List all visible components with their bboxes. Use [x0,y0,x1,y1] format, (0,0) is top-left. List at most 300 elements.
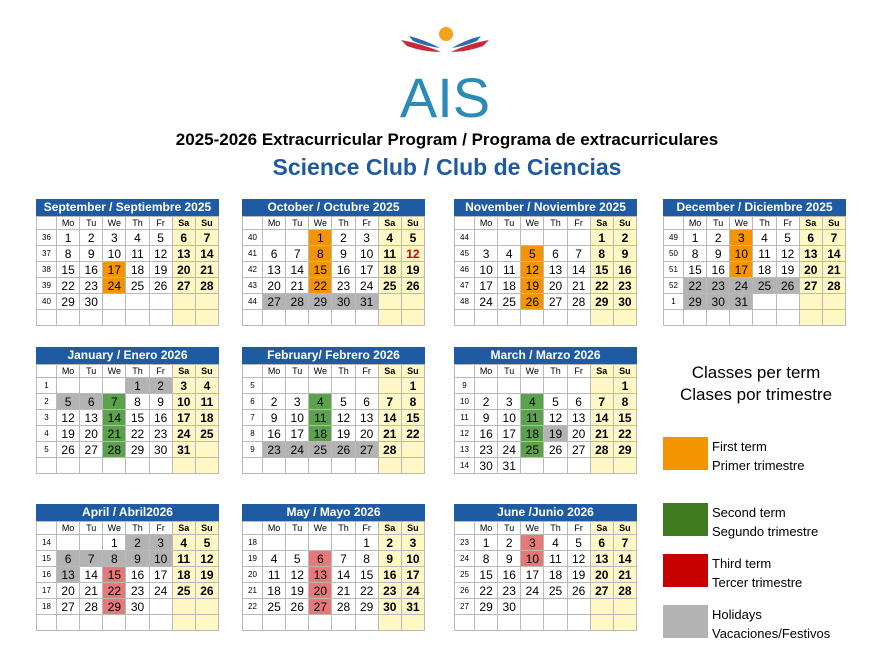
day-cell: 2 [498,535,521,551]
weekday-header: Mo [475,522,498,535]
day-cell: 22 [126,426,149,442]
day-cell: 5 [57,394,80,410]
month-calendar [36,199,219,326]
day-cell: 16 [126,567,149,583]
week-row [664,246,846,262]
day-cell: 18 [126,262,149,278]
day-cell: 23 [80,278,103,294]
weekday-header: Su [195,217,218,230]
day-cell: 16 [707,262,730,278]
legend-item-first-term [663,437,883,477]
weekday-header: Su [401,522,424,535]
day-cell: 26 [521,294,544,310]
day-cell [753,294,776,310]
day-cell [378,378,401,394]
day-cell: 31 [355,294,378,310]
week-row [455,458,637,474]
day-cell: 9 [498,551,521,567]
legend-item-second-term [663,503,883,543]
week-number: 23 [455,535,475,551]
day-cell: 22 [103,583,126,599]
day-cell: 8 [590,246,613,262]
day-cell: 22 [309,278,332,294]
day-cell: 16 [332,262,355,278]
day-cell: 27 [172,278,195,294]
day-cell: 11 [753,246,776,262]
day-cell [172,599,195,615]
day-cell: 7 [378,394,401,410]
weekday-header: We [309,365,332,378]
weekday-header: We [521,522,544,535]
week-row [455,230,637,246]
day-cell: 21 [195,262,218,278]
day-cell [378,310,401,326]
week-number: 16 [37,567,57,583]
day-cell: 26 [544,442,567,458]
day-cell [544,310,567,326]
week-row [37,294,219,310]
day-cell [195,442,218,458]
day-cell: 14 [80,567,103,583]
week-number: 37 [37,246,57,262]
month-header: April / Abril2026 [36,504,219,521]
month-header: January / Enero 2026 [36,347,219,364]
week-number: 15 [37,551,57,567]
day-cell: 14 [332,567,355,583]
week-row [455,246,637,262]
weekday-header: Tu [80,365,103,378]
day-cell [684,310,707,326]
day-cell: 25 [126,278,149,294]
day-cell: 25 [544,583,567,599]
weekday-header: We [521,365,544,378]
day-cell: 13 [590,551,613,567]
program-title: 2025-2026 Extracurricular Program / Programa de extracurriculares [175,130,719,149]
day-cell: 4 [309,394,332,410]
legend-swatch [663,437,708,470]
day-cell: 28 [590,442,613,458]
day-cell: 4 [195,378,218,394]
day-cell [172,294,195,310]
weekday-header-row [455,522,637,535]
day-cell [776,294,799,310]
day-cell: 27 [57,599,80,615]
day-cell: 1 [613,378,636,394]
day-cell [521,310,544,326]
weekday-header: Su [401,365,424,378]
day-cell: 28 [195,278,218,294]
day-cell: 12 [544,410,567,426]
day-cell: 3 [401,535,424,551]
day-cell: 7 [613,535,636,551]
day-cell [80,310,103,326]
day-cell: 31 [401,599,424,615]
week-row [37,230,219,246]
month-calendar [663,199,846,326]
day-cell: 27 [544,294,567,310]
day-cell [498,615,521,631]
month-grid [36,216,219,326]
day-cell: 24 [498,442,521,458]
day-cell [401,442,424,458]
day-cell [401,458,424,474]
weekday-header: We [309,217,332,230]
weekday-header: Tu [498,217,521,230]
weekday-header: Su [195,522,218,535]
day-cell: 22 [57,278,80,294]
day-cell: 13 [263,262,286,278]
week-number: 18 [243,535,263,551]
day-cell: 20 [172,262,195,278]
day-cell: 18 [521,426,544,442]
day-cell [776,310,799,326]
weekday-header: Su [613,522,636,535]
week-row [455,294,637,310]
day-cell: 18 [498,278,521,294]
week-number [37,615,57,631]
week-number: 36 [37,230,57,246]
day-cell: 29 [103,599,126,615]
day-cell: 15 [355,567,378,583]
day-cell: 1 [590,230,613,246]
day-cell: 25 [498,294,521,310]
week-number: 39 [37,278,57,294]
day-cell [378,294,401,310]
day-cell: 25 [753,278,776,294]
weekday-header: Fr [567,365,590,378]
day-cell: 10 [498,410,521,426]
day-cell: 22 [355,583,378,599]
day-cell [544,378,567,394]
day-cell: 1 [103,535,126,551]
day-cell: 16 [149,410,172,426]
day-cell: 9 [149,394,172,410]
day-cell: 16 [613,262,636,278]
day-cell: 1 [57,230,80,246]
day-cell: 21 [822,262,845,278]
day-cell: 19 [567,567,590,583]
ais-logo [395,26,495,122]
week-number: 1 [664,294,684,310]
week-row [455,410,637,426]
day-cell: 27 [309,599,332,615]
day-cell [567,310,590,326]
day-cell: 24 [730,278,753,294]
day-cell [126,458,149,474]
weekday-header: We [521,217,544,230]
day-cell [567,615,590,631]
legend-title-es: Clases por trimestre [679,385,833,404]
day-cell: 23 [707,278,730,294]
day-cell: 10 [103,246,126,262]
day-cell: 4 [378,230,401,246]
weekday-header: Tu [80,522,103,535]
day-cell: 4 [521,394,544,410]
day-cell: 6 [57,551,80,567]
week-row [455,262,637,278]
day-cell: 7 [332,551,355,567]
month-header: December / Diciembre 2025 [663,199,846,216]
day-cell: 28 [613,583,636,599]
week-row [37,410,219,426]
day-cell [475,230,498,246]
day-cell: 11 [544,551,567,567]
day-cell: 23 [126,583,149,599]
day-cell [57,458,80,474]
week-row [243,551,425,567]
day-cell: 19 [195,567,218,583]
day-cell: 6 [172,230,195,246]
week-row [455,278,637,294]
svg-text:AIS: AIS [399,66,491,122]
day-cell [332,535,355,551]
day-cell: 10 [475,262,498,278]
day-cell: 23 [475,442,498,458]
day-cell [172,615,195,631]
day-cell: 4 [498,246,521,262]
day-cell: 15 [475,567,498,583]
month-grid [36,521,219,631]
day-cell: 15 [103,567,126,583]
day-cell [263,310,286,326]
day-cell [613,599,636,615]
day-cell: 21 [80,583,103,599]
day-cell [475,378,498,394]
day-cell: 3 [475,246,498,262]
day-cell: 7 [103,394,126,410]
weekday-header-row [243,365,425,378]
month-grid [454,521,637,631]
day-cell [332,378,355,394]
weekday-header: Su [195,365,218,378]
day-cell: 5 [567,535,590,551]
day-cell: 16 [498,567,521,583]
day-cell: 28 [80,599,103,615]
day-cell: 3 [172,378,195,394]
day-cell: 23 [378,583,401,599]
week-row [455,599,637,615]
day-cell [149,310,172,326]
day-cell: 28 [822,278,845,294]
week-row [243,230,425,246]
day-cell [149,294,172,310]
day-cell: 30 [498,599,521,615]
day-cell: 18 [263,583,286,599]
week-number [455,615,475,631]
day-cell [195,599,218,615]
day-cell: 2 [126,535,149,551]
day-cell [286,310,309,326]
day-cell: 18 [753,262,776,278]
day-cell [355,310,378,326]
day-cell: 20 [80,426,103,442]
month-calendar [36,504,219,631]
day-cell: 9 [613,246,636,262]
day-cell: 18 [309,426,332,442]
day-cell: 2 [707,230,730,246]
day-cell: 24 [103,278,126,294]
weekday-header: Mo [684,217,707,230]
week-number-header [455,522,475,535]
day-cell: 18 [195,410,218,426]
weekday-header: Sa [378,365,401,378]
day-cell: 9 [126,551,149,567]
day-cell [521,230,544,246]
day-cell: 17 [521,567,544,583]
day-cell [263,230,286,246]
day-cell: 5 [401,230,424,246]
day-cell: 25 [172,583,195,599]
day-cell: 27 [355,442,378,458]
day-cell [401,294,424,310]
day-cell: 19 [57,426,80,442]
day-cell: 26 [286,599,309,615]
week-row [664,310,846,326]
weekday-header: Th [332,522,355,535]
month-calendar [242,347,425,474]
day-cell: 26 [195,583,218,599]
week-number [37,458,57,474]
month-grid [663,216,846,326]
week-row [37,442,219,458]
day-cell [195,310,218,326]
week-number-header [37,217,57,230]
day-cell: 11 [126,246,149,262]
week-row [243,458,425,474]
day-cell: 1 [126,378,149,394]
day-cell: 24 [286,442,309,458]
weekday-header: Sa [590,217,613,230]
day-cell: 17 [730,262,753,278]
week-number: 24 [455,551,475,567]
day-cell: 5 [332,394,355,410]
week-row [455,442,637,458]
day-cell: 22 [684,278,707,294]
day-cell: 30 [80,294,103,310]
day-cell: 14 [378,410,401,426]
day-cell [286,458,309,474]
day-cell: 12 [57,410,80,426]
day-cell: 13 [355,410,378,426]
day-cell [286,615,309,631]
week-number: 44 [243,294,263,310]
day-cell: 27 [567,442,590,458]
week-row [455,426,637,442]
week-number: 17 [37,583,57,599]
day-cell: 3 [149,535,172,551]
day-cell [103,294,126,310]
day-cell [567,599,590,615]
day-cell: 6 [355,394,378,410]
day-cell: 5 [544,394,567,410]
day-cell: 4 [753,230,776,246]
weekday-header: Fr [355,522,378,535]
legend-swatch [663,605,708,638]
month-calendar [454,199,637,326]
day-cell: 11 [263,567,286,583]
month-header: November / Noviembre 2025 [454,199,637,216]
week-number: 40 [37,294,57,310]
weekday-header: Fr [149,522,172,535]
week-row [37,551,219,567]
day-cell [378,615,401,631]
day-cell [730,310,753,326]
day-cell: 13 [172,246,195,262]
weekday-header: Fr [149,365,172,378]
day-cell: 10 [355,246,378,262]
day-cell: 24 [355,278,378,294]
month-header: March / Marzo 2026 [454,347,637,364]
week-number: 40 [243,230,263,246]
week-row [664,230,846,246]
day-cell: 20 [590,567,613,583]
day-cell: 17 [475,278,498,294]
day-cell [309,615,332,631]
week-number-header [455,365,475,378]
week-number [664,310,684,326]
day-cell [707,310,730,326]
day-cell: 15 [590,262,613,278]
weekday-header: Fr [355,365,378,378]
day-cell: 25 [309,442,332,458]
day-cell: 21 [567,278,590,294]
day-cell [57,378,80,394]
week-number: 41 [243,246,263,262]
day-cell: 20 [544,278,567,294]
week-row [243,310,425,326]
day-cell: 16 [80,262,103,278]
day-cell [57,615,80,631]
week-row [243,278,425,294]
day-cell [263,615,286,631]
day-cell [126,310,149,326]
day-cell: 27 [799,278,822,294]
day-cell: 8 [475,551,498,567]
legend-label-en: First term [712,439,767,454]
day-cell [544,230,567,246]
day-cell: 12 [195,551,218,567]
week-number [243,310,263,326]
day-cell [309,535,332,551]
day-cell: 13 [799,246,822,262]
day-cell: 30 [126,599,149,615]
day-cell [475,615,498,631]
week-row [455,567,637,583]
day-cell [799,310,822,326]
day-cell: 10 [521,551,544,567]
day-cell: 19 [149,262,172,278]
day-cell: 30 [613,294,636,310]
day-cell: 10 [149,551,172,567]
day-cell: 23 [613,278,636,294]
day-cell [822,294,845,310]
day-cell [103,310,126,326]
day-cell: 25 [521,442,544,458]
week-number [243,615,263,631]
week-row [37,458,219,474]
weekday-header: Su [401,217,424,230]
weekday-header: Mo [263,522,286,535]
legend-swatch [663,554,708,587]
day-cell: 25 [378,278,401,294]
day-cell: 4 [126,230,149,246]
day-cell: 2 [475,394,498,410]
week-row [243,294,425,310]
weekday-header: Mo [263,217,286,230]
week-number-header [37,522,57,535]
day-cell: 29 [309,294,332,310]
day-cell: 14 [822,246,845,262]
